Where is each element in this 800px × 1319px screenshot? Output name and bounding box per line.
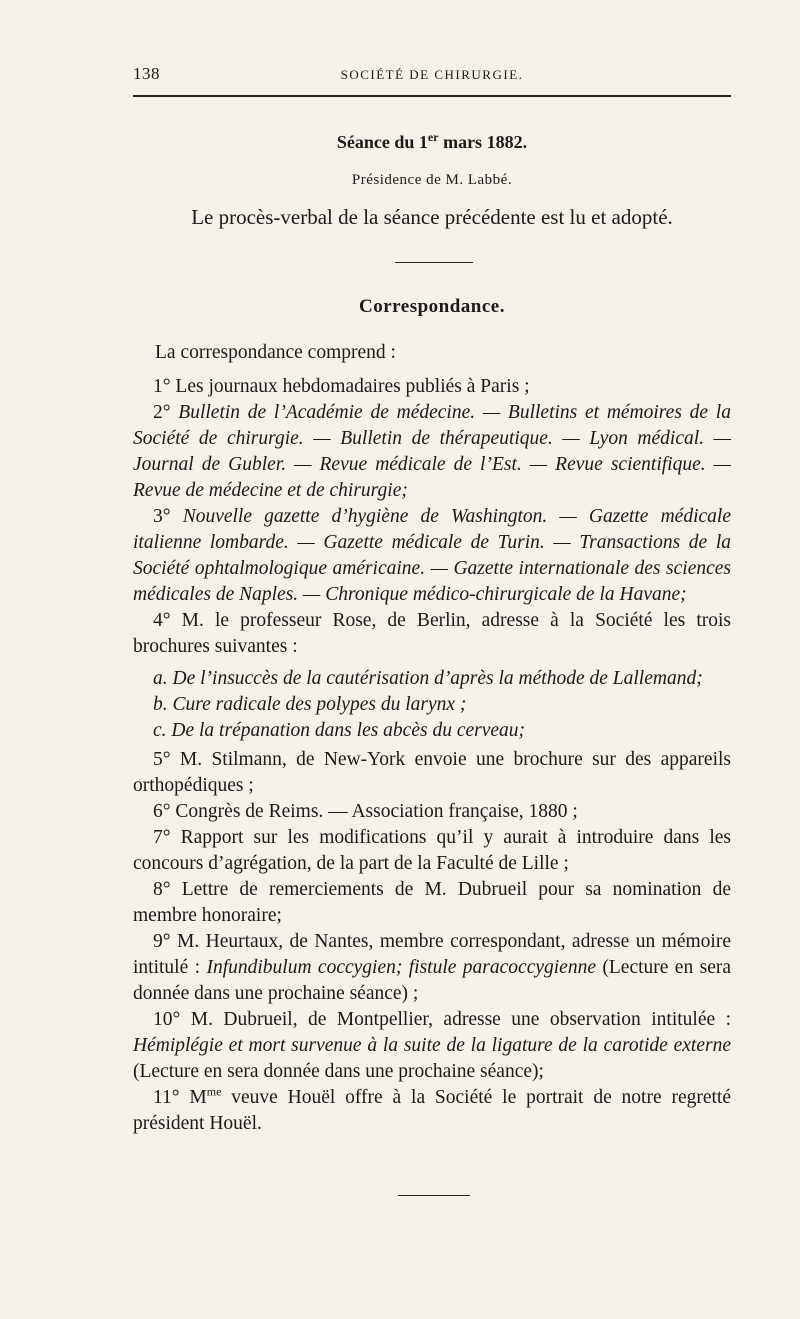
list-item: 7° Rapport sur les modifications qu’il y aurait à introduire dans les concours d’agrégation, de la part de la Faculté de Lille ; bbox=[133, 827, 731, 874]
list-item: 6° Congrès de Reims. — Association française, 1880 ; bbox=[153, 801, 578, 822]
running-title: SOCIÉTÉ DE CHIRURGIE. bbox=[340, 67, 524, 82]
list-item: 2° Bulletin de l’Académie de médecine. — Bulletins et mémoires de la Société de chirurgie. — Bulletin de thérapeutique. — Lyon médical. — Journal de Gubler. — Revue médicale de l’Est. — Revue scientifique. — Revue de médecine et de chirurgie; bbox=[133, 402, 731, 501]
list-subitem: c. De la trépanation dans les abcès du cerveau; bbox=[153, 720, 526, 741]
seance-title: Séance du 1er mars 1882. bbox=[336, 130, 528, 152]
intro-paragraph: La correspondance comprend : bbox=[155, 342, 396, 363]
proces-verbal: Le procès-verbal de la séance précédente est lu et adopté. bbox=[191, 205, 673, 229]
page-header bbox=[133, 62, 731, 90]
list-item: 5° M. Stilmann, de New-York envoie une brochure sur des appareils orthopédiques ; bbox=[133, 749, 731, 796]
list-subitem: b. Cure radicale des polypes du larynx ; bbox=[153, 694, 467, 715]
list-subitem: a. De l’insuccès de la cautérisation d’après la méthode de Lallemand; bbox=[153, 668, 703, 689]
presidence-line: Présidence de M. Labbé. bbox=[351, 172, 513, 188]
correspondance-body bbox=[133, 340, 731, 1137]
page-number: 138 bbox=[133, 64, 160, 83]
list-item: 8° Lettre de remerciements de M. Dubrueil pour sa nomination de membre honoraire; bbox=[133, 879, 731, 926]
list-item: 4° M. le professeur Rose, de Berlin, adresse à la Société les trois brochures suivantes : bbox=[133, 610, 731, 657]
list-item: 9° M. Heurtaux, de Nantes, membre correspondant, adresse un mémoire intitulé : Infundibulum coccygien; fistule paracoccygienne (Lecture en sera donnée dans une prochaine séance) ; bbox=[133, 931, 731, 1004]
list-item: 3° Nouvelle gazette d’hygiène de Washington. — Gazette médicale italienne lombarde. — Gazette médicale de Turin. — Transactions de la Société ophtalmologique américaine. — Gazette internationale des sciences médicales de Naples. — Chronique médico-chirurgicale de la Havane; bbox=[133, 506, 731, 605]
separator-rule bbox=[395, 262, 473, 263]
end-rule bbox=[398, 1195, 470, 1196]
header-rule bbox=[133, 95, 731, 97]
section-title: Correspondance. bbox=[359, 296, 505, 317]
list-item: 1° Les journaux hebdomadaires publiés à Paris ; bbox=[153, 376, 530, 397]
list-item: 10° M. Dubrueil, de Montpellier, adresse une observation intitulée : Hémiplégie et mort survenue à la suite de la ligature de la carotide externe (Lecture en sera donnée dans une prochaine séance); bbox=[133, 1009, 731, 1082]
list-item: 11° $M^{me}$ veuve Houël offre à la Société le portrait de notre regretté président Houël. bbox=[133, 1084, 731, 1134]
